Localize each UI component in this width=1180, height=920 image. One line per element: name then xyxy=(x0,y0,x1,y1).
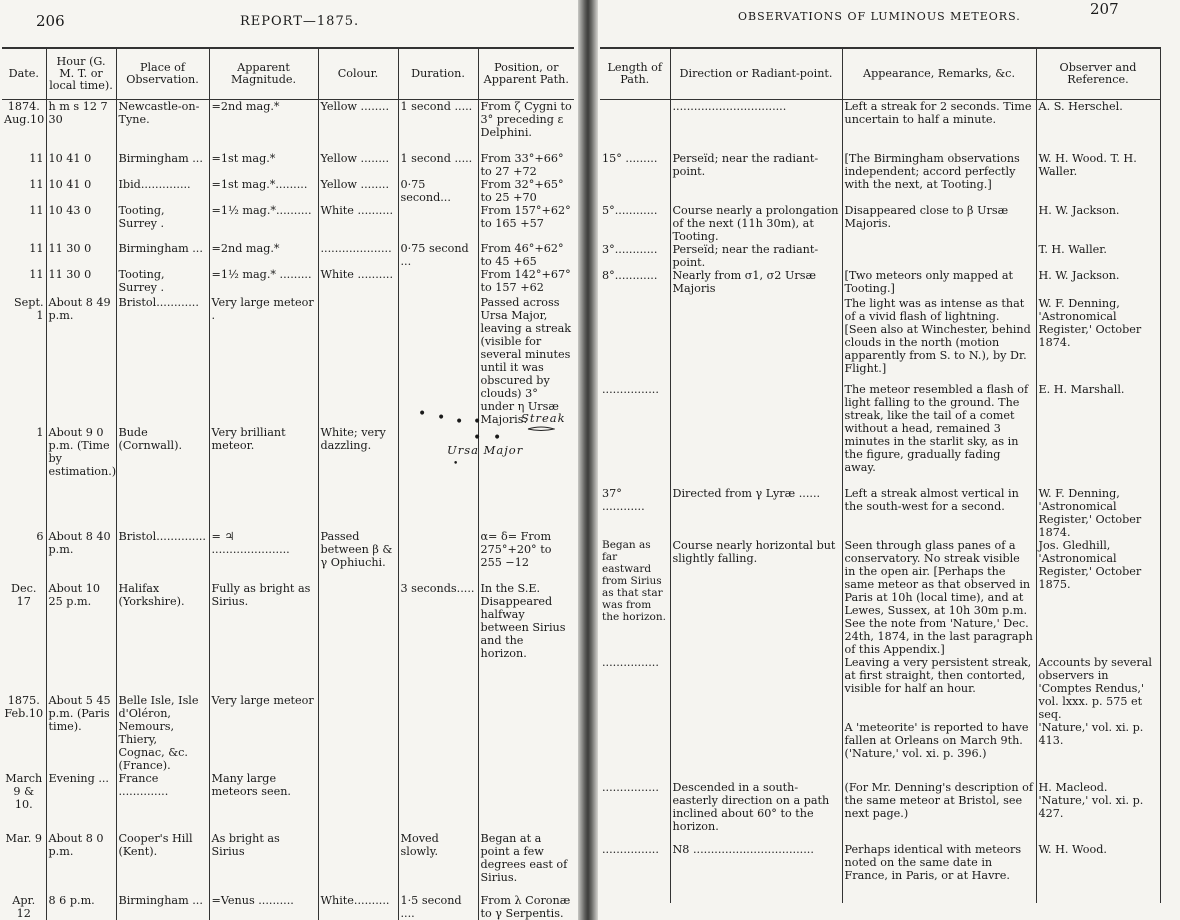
cell-magnitude: =1½ mag.*.......... xyxy=(209,204,318,242)
cell-appearance: A 'meteorite' is reported to have fallen at Orleans on March 9th. ('Nature,' vol. xi. p. 396.) xyxy=(842,721,1036,781)
cell-observer: 'Nature,' vol. xi. p. 413. xyxy=(1036,721,1160,781)
header-length: Length of Path. xyxy=(600,48,670,100)
cell-appearance: Seen through glass panes of a conservatory. No streak visible in the open air. [Perhaps the same meteor as that observed in Paris at 10h (local time), and at Lewes, Sussex, at 10h 30m p.m. See the note from 'Nature,' Dec. 24th, 1874, in the last paragraph of this Appendix.] xyxy=(842,539,1036,656)
cell-place: Newcastle-on-Tyne. xyxy=(116,100,209,152)
cell-place: Ibid.............. xyxy=(116,178,209,204)
cell-colour: .................... xyxy=(318,242,398,268)
cell-position: From λ Coronæ to γ Serpentis. xyxy=(478,894,574,920)
cell-duration: 3 seconds..... xyxy=(398,582,478,694)
cell-place: France .............. xyxy=(116,772,209,832)
cell-magnitude: Fully as bright as Sirius. xyxy=(209,582,318,694)
right-header-row xyxy=(600,48,1160,100)
header-position: Position, or Apparent Path. xyxy=(478,48,574,100)
cell-colour: Yellow ........ xyxy=(318,100,398,152)
cell-appearance: The light was as intense as that of a vivid flash of lightning. [Seen also at Winchester, behind clouds in the north (motion apparently from S. to N.), by Dr. Flight.] xyxy=(842,297,1036,383)
table-row xyxy=(2,694,574,772)
cell-observer: H. Macleod. 'Nature,' vol. xi. p. 427. xyxy=(1036,781,1160,843)
table-row xyxy=(2,530,574,582)
header-appearance: Appearance, Remarks, &c. xyxy=(842,48,1036,100)
cell-magnitude: = ♃ ...................... xyxy=(209,530,318,582)
meteor-table-right xyxy=(600,47,1161,903)
table-row xyxy=(600,487,1160,539)
meteor-table-left xyxy=(2,47,574,920)
cell-hour: 10 41 0 xyxy=(46,152,116,178)
cell-direction: Perseïd; near the radiant-point. xyxy=(670,243,842,269)
cell-magnitude: =1st mag.* xyxy=(209,152,318,178)
header-duration: Duration. xyxy=(398,48,478,100)
header-magnitude: Apparent Magnitude. xyxy=(209,48,318,100)
cell-length: 5°............ xyxy=(602,203,658,217)
header-colour: Colour. xyxy=(318,48,398,100)
cell-date: Mar. 9 xyxy=(5,831,42,845)
table-row xyxy=(600,204,1160,243)
cell-date: Dec. 17 xyxy=(11,581,37,608)
cell-date: March 9 & 10. xyxy=(5,771,43,811)
cell-colour: White .......... xyxy=(318,204,398,242)
right-running-head: OBSERVATIONS OF LUMINOUS METEORS. xyxy=(738,10,1021,23)
cell-observer: W. F. Denning, 'Astronomical Register,' October 1874. xyxy=(1036,487,1160,539)
table-row xyxy=(2,242,574,268)
cell-duration xyxy=(398,772,478,832)
cell-duration: 0·75 second ... xyxy=(398,242,478,268)
cell-position: From 46°+62° to 45 +65 xyxy=(478,242,574,268)
left-page xyxy=(0,0,578,920)
table-row xyxy=(600,656,1160,721)
table-row xyxy=(600,539,1160,656)
cell-hour: 10 41 0 xyxy=(46,178,116,204)
star-dot: • xyxy=(418,406,427,422)
cell-observer: Jos. Gledhill, 'Astronomical Register,' October 1875. xyxy=(1036,539,1160,656)
cell-date: Sept. 1 xyxy=(14,295,44,322)
cell-observer: H. W. Jackson. xyxy=(1036,269,1160,297)
star-dot: • xyxy=(473,414,482,430)
cell-position: From 157°+62° to 165 +57 xyxy=(478,204,574,242)
cell-place: Bristol............ xyxy=(116,296,209,426)
cell-length: ................ xyxy=(602,382,659,396)
cell-colour xyxy=(318,832,398,894)
table-row xyxy=(2,582,574,694)
cell-position: From 33°+66° to 27 +72 xyxy=(478,152,574,178)
cell-position: From ζ Cygni to 3° preceding ε Delphini. xyxy=(478,100,574,152)
cell-magnitude: As bright as Sirius xyxy=(209,832,318,894)
ursa-major-streak-figure xyxy=(415,405,565,475)
cell-length xyxy=(600,721,670,781)
star-dot: • xyxy=(437,410,446,426)
cell-observer: E. H. Marshall. xyxy=(1036,383,1160,487)
header-direction: Direction or Radiant-point. xyxy=(670,48,842,100)
cell-place: Tooting, Surrey . xyxy=(116,204,209,242)
streak-mark xyxy=(527,425,555,433)
cell-length xyxy=(600,297,670,383)
cell-appearance: The meteor resembled a flash of light falling to the ground. The streak, like the tail of a comet without a head, remained 3 minutes in the starlit sky, as in the figure, gradually fading away. xyxy=(842,383,1036,487)
table-row xyxy=(2,152,574,178)
cell-magnitude: Very large meteor xyxy=(209,694,318,772)
cell-length: 37° ............ xyxy=(602,486,645,513)
cell-date: 11 xyxy=(29,203,44,217)
cell-magnitude: Very large meteor . xyxy=(209,296,318,426)
cell-hour: About 8 40 p.m. xyxy=(46,530,116,582)
cell-place: Birmingham ... xyxy=(116,152,209,178)
cell-place: Birmingham ... xyxy=(116,242,209,268)
cell-date: 11 xyxy=(29,267,44,281)
cell-place: Birmingham ... xyxy=(116,894,209,920)
cell-duration: 1 second ..... xyxy=(398,152,478,178)
cell-place: Belle Isle, Isle d'Oléron, Nemours, Thiery, Cognac, &c. (France). xyxy=(116,694,209,772)
cell-position: Began at a point a few degrees east of Sirius. xyxy=(478,832,574,894)
star-dot: • xyxy=(473,430,482,446)
cell-observer: Accounts by several observers in 'Comptes Rendus,' vol. lxxx. p. 575 et seq. xyxy=(1036,656,1160,721)
header-date: Date. xyxy=(2,48,46,100)
cell-date: 1 xyxy=(36,425,44,439)
cell-position: Passed across Ursa Major, leaving a streak (visible for several minutes until it was obscured by clouds) 3° under η Ursæ Majoris. xyxy=(478,296,574,426)
cell-date: Apr. 12 xyxy=(12,893,36,920)
cell-direction: N8 .................................. xyxy=(670,843,842,903)
cell-magnitude: =2nd mag.* xyxy=(209,242,318,268)
cell-place: Bristol.............. xyxy=(116,530,209,582)
cell-colour xyxy=(318,296,398,426)
cell-magnitude: =Venus .......... xyxy=(209,894,318,920)
streak-label: Streak xyxy=(521,411,566,425)
table-row xyxy=(600,100,1160,152)
cell-duration xyxy=(398,694,478,772)
cell-appearance xyxy=(842,243,1036,269)
cell-hour: About 8 0 p.m. xyxy=(46,832,116,894)
cell-position: In the S.E. Disappeared halfway between Sirius and the horizon. xyxy=(478,582,574,694)
cell-duration: 1·5 second .... xyxy=(398,894,478,920)
cell-hour: Evening ... xyxy=(46,772,116,832)
cell-direction xyxy=(670,297,842,383)
cell-magnitude: =1½ mag.* ......... xyxy=(209,268,318,296)
cell-observer: W. H. Wood. xyxy=(1036,843,1160,903)
cell-magnitude: =2nd mag.* xyxy=(209,100,318,152)
cell-duration xyxy=(398,204,478,242)
cell-observer: T. H. Waller. xyxy=(1036,243,1160,269)
table-row xyxy=(2,178,574,204)
cell-place: Tooting, Surrey . xyxy=(116,268,209,296)
cell-place: Cooper's Hill (Kent). xyxy=(116,832,209,894)
cell-length: ................ xyxy=(602,780,659,794)
table-row xyxy=(600,269,1160,297)
cell-appearance: Left a streak almost vertical in the south-west for a second. xyxy=(842,487,1036,539)
cell-observer: W. F. Denning, 'Astronomical Register,' October 1874. xyxy=(1036,297,1160,383)
left-header-row xyxy=(2,48,574,100)
cell-appearance: Perhaps identical with meteors noted on the same date in France, in Paris, or at Havre. xyxy=(842,843,1036,903)
left-page-number: 206 xyxy=(36,12,65,30)
cell-length: ................ xyxy=(602,842,659,856)
cell-position: From 142°+67° to 157 +62 xyxy=(478,268,574,296)
left-running-head: REPORT—1875. xyxy=(240,14,360,29)
cell-hour: h m s 12 7 30 xyxy=(46,100,116,152)
cell-appearance: Left a streak for 2 seconds. Time uncertain to half a minute. xyxy=(842,100,1036,152)
header-place: Place of Observation. xyxy=(116,48,209,100)
cell-colour: White; very dazzling. xyxy=(318,426,398,530)
header-observer: Observer and Reference. xyxy=(1036,48,1160,100)
cell-colour: White .......... xyxy=(318,268,398,296)
cell-position xyxy=(478,694,574,772)
header-hour: Hour (G. M. T. or local time). xyxy=(46,48,116,100)
star-dot: • xyxy=(455,414,464,430)
cell-direction xyxy=(670,721,842,781)
cell-appearance: Disappeared close to β Ursæ Majoris. xyxy=(842,204,1036,243)
table-row xyxy=(600,843,1160,903)
cell-direction: Descended in a south-easterly direction on a path inclined about 60° to the horizon. xyxy=(670,781,842,843)
table-row xyxy=(600,383,1160,487)
cell-direction: Perseïd; near the radiant-point. xyxy=(670,152,842,204)
cell-colour xyxy=(318,772,398,832)
cell-appearance: [Two meteors only mapped at Tooting.] xyxy=(842,269,1036,297)
cell-hour: About 8 49 p.m. xyxy=(46,296,116,426)
table-row xyxy=(2,832,574,894)
table-row xyxy=(2,268,574,296)
cell-observer: W. H. Wood. T. H. Waller. xyxy=(1036,152,1160,204)
cell-duration xyxy=(398,530,478,582)
cell-hour: 11 30 0 xyxy=(46,242,116,268)
ursa-major-label: Ursa Major xyxy=(447,443,524,457)
cell-direction: Nearly from σ1, σ2 Ursæ Majoris xyxy=(670,269,842,297)
cell-hour: 10 43 0 xyxy=(46,204,116,242)
cell-colour: Yellow ........ xyxy=(318,178,398,204)
cell-position xyxy=(478,772,574,832)
book-gutter xyxy=(578,0,598,920)
cell-place: Bude (Cornwall). xyxy=(116,426,209,530)
cell-direction: ................................ xyxy=(670,100,842,152)
cell-duration: 0·75 second... xyxy=(398,178,478,204)
table-row xyxy=(2,894,574,920)
cell-place: Halifax (Yorkshire). xyxy=(116,582,209,694)
star-dot: • xyxy=(453,459,459,469)
table-row xyxy=(600,297,1160,383)
cell-position: From 32°+65° to 25 +70 xyxy=(478,178,574,204)
cell-length: ................ xyxy=(602,655,659,669)
cell-direction: Course nearly a prolongation of the next (11h 30m), at Tooting. xyxy=(670,204,842,243)
cell-colour: Passed between β & γ Ophiuchi. xyxy=(318,530,398,582)
cell-hour: About 5 45 p.m. (Paris time). xyxy=(46,694,116,772)
cell-length: 15° ......... xyxy=(602,151,658,165)
cell-appearance: (For Mr. Denning's description of the same meteor at Bristol, see next page.) xyxy=(842,781,1036,843)
cell-direction xyxy=(670,383,842,487)
cell-length xyxy=(600,100,670,152)
right-page-number: 207 xyxy=(1090,0,1119,18)
cell-hour: About 10 25 p.m. xyxy=(46,582,116,694)
cell-hour: About 9 0 p.m. (Time by estimation.) xyxy=(46,426,116,530)
cell-date: 11 xyxy=(29,177,44,191)
cell-duration: Moved slowly. xyxy=(398,832,478,894)
cell-appearance: Leaving a very persistent streak, at first straight, then contorted, visible for half an hour. xyxy=(842,656,1036,721)
right-page xyxy=(598,0,1180,920)
table-row xyxy=(600,781,1160,843)
table-row xyxy=(600,243,1160,269)
cell-date: 11 xyxy=(29,151,44,165)
table-row xyxy=(600,721,1160,781)
cell-observer: A. S. Herschel. xyxy=(1036,100,1160,152)
cell-length: Began as far eastward from Sirius as that star was from the horizon. xyxy=(602,538,666,623)
table-row xyxy=(2,772,574,832)
cell-colour: Yellow ........ xyxy=(318,152,398,178)
cell-magnitude: =1st mag.*......... xyxy=(209,178,318,204)
cell-magnitude: Many large meteors seen. xyxy=(209,772,318,832)
cell-length: 8°............ xyxy=(602,268,658,282)
cell-hour: 11 30 0 xyxy=(46,268,116,296)
cell-appearance: [The Birmingham observations independent; accord perfectly with the next, at Tooting.] xyxy=(842,152,1036,204)
cell-direction: Course nearly horizontal but slightly falling. xyxy=(670,539,842,656)
cell-duration xyxy=(398,268,478,296)
cell-direction: Directed from γ Lyræ ...... xyxy=(670,487,842,539)
table-row xyxy=(2,204,574,242)
star-dot: • xyxy=(493,430,502,446)
cell-colour xyxy=(318,694,398,772)
cell-direction xyxy=(670,656,842,721)
table-row xyxy=(2,100,574,152)
cell-date: 6 xyxy=(36,529,44,543)
table-row xyxy=(600,152,1160,204)
cell-position: α= δ= From 275°+20° to 255 −12 xyxy=(478,530,574,582)
cell-colour: White.......... xyxy=(318,894,398,920)
cell-date: 1875. Feb.10 xyxy=(4,693,44,720)
cell-date: 11 xyxy=(29,241,44,255)
cell-hour: 8 6 p.m. xyxy=(46,894,116,920)
cell-observer: H. W. Jackson. xyxy=(1036,204,1160,243)
cell-length: 3°............ xyxy=(602,242,658,256)
cell-duration: 1 second ..... xyxy=(398,100,478,152)
cell-colour xyxy=(318,582,398,694)
cell-date: 1874. Aug.10 xyxy=(4,100,45,126)
cell-magnitude: Very brilliant meteor. xyxy=(209,426,318,530)
